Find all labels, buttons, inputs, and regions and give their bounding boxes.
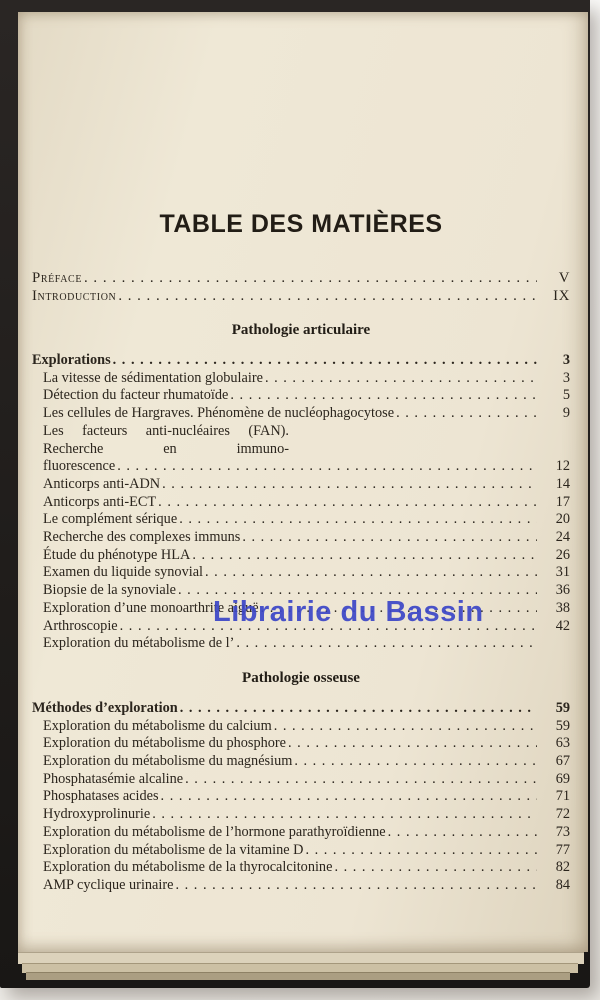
front-matter xyxy=(32,269,570,305)
dot-leader xyxy=(84,269,537,287)
toc-entry-row xyxy=(32,735,570,753)
entry-page-number: 26 xyxy=(555,546,570,563)
toc-entry-row xyxy=(32,511,570,529)
entry-label: Phosphatasémie alcaline xyxy=(43,770,184,787)
entry-label: La vitesse de sédimentation globulaire xyxy=(43,369,263,386)
toc-entry-row xyxy=(32,718,570,736)
entry-label: AMP cyclique urinaire xyxy=(43,876,174,893)
entry-label: Recherche des complexes immuns xyxy=(43,529,241,546)
entry-page-number: 17 xyxy=(555,493,570,510)
dot-leader xyxy=(176,877,538,895)
entry-label: Exploration du métabolisme du phosphore xyxy=(43,735,287,752)
entry-page-number: 14 xyxy=(555,475,570,492)
entry-page-number: 5 xyxy=(562,387,570,404)
entry-label: Introduction xyxy=(32,288,117,304)
entry-page-number: 69 xyxy=(555,770,570,787)
toc-entry-row xyxy=(32,458,570,476)
section-heading: Pathologie articulaire xyxy=(231,322,371,338)
dot-leader xyxy=(396,405,537,423)
dot-leader xyxy=(230,387,537,405)
toc-entry-row xyxy=(32,753,570,771)
entry-page-number: 31 xyxy=(555,564,570,581)
dot-leader xyxy=(236,635,537,653)
toc-entry-row xyxy=(32,842,570,860)
dot-leader xyxy=(113,352,537,370)
toc-entry-row xyxy=(32,806,570,824)
dot-leader xyxy=(261,600,537,618)
dot-leader xyxy=(120,618,537,636)
entry-label: Arthroscopie xyxy=(43,617,118,634)
page-edges xyxy=(16,952,586,982)
toc-entry-row xyxy=(32,287,570,305)
dot-leader xyxy=(117,458,537,476)
page-edge xyxy=(26,972,570,980)
entry-page-number: 3 xyxy=(562,352,570,368)
dot-leader xyxy=(265,370,537,388)
dot-leader xyxy=(334,859,537,877)
entry-page-number: 20 xyxy=(555,511,570,528)
entry-label: Anticorps anti-ECT xyxy=(43,493,157,510)
entry-page-number: 82 xyxy=(555,859,570,876)
dot-leader xyxy=(294,753,537,771)
entry-label: Hydroxyprolinurie xyxy=(43,806,151,823)
dot-leader xyxy=(162,476,537,494)
toc-entry-row xyxy=(32,423,570,458)
entry-page-number: 38 xyxy=(555,599,570,616)
toc-entry-row xyxy=(32,877,570,895)
section-heading: Pathologie osseuse xyxy=(242,669,360,686)
entry-label: Exploration du métabolisme du calcium xyxy=(43,717,272,734)
toc-entry-row xyxy=(32,476,570,494)
entry-label: Exploration du métabolisme de l’ xyxy=(43,635,235,652)
toc-entry-row xyxy=(32,635,570,653)
dot-leader xyxy=(288,735,537,753)
toc-sections xyxy=(32,322,570,895)
entry-label: Exploration du métabolisme du magnésium xyxy=(43,753,293,770)
toc-entry-row xyxy=(32,387,570,405)
entry-label: fluorescence xyxy=(43,458,116,475)
entry-label: Phosphatases acides xyxy=(43,788,159,805)
entry-label: Exploration du métabolisme de la vitamine D xyxy=(43,841,304,858)
entry-label: Préface xyxy=(32,270,83,286)
entry-page-number: 59 xyxy=(555,717,570,734)
entry-label: Biopsie de la synoviale xyxy=(43,582,177,599)
entry-page-number: 42 xyxy=(555,617,570,634)
entry-label: Exploration du métabolisme de l’hormone parathyroïdienne xyxy=(43,823,386,840)
toc-entry-row xyxy=(32,564,570,582)
dot-leader xyxy=(118,287,537,305)
toc-entry-row xyxy=(32,370,570,388)
toc-title: TABLE DES MATIÈRES xyxy=(159,210,443,238)
dot-leader xyxy=(185,771,537,789)
toc-entry-row xyxy=(32,494,570,512)
dot-leader xyxy=(180,700,537,718)
entry-page-number: V xyxy=(558,270,570,286)
dot-leader xyxy=(158,494,537,512)
entry-label: Examen du liquide synovial xyxy=(43,564,204,581)
entry-label: Anticorps anti-ADN xyxy=(43,475,161,492)
entry-page-number: 59 xyxy=(555,699,570,716)
entry-page-number: 24 xyxy=(555,529,570,546)
dot-leader xyxy=(192,547,537,565)
toc-entry-row xyxy=(32,405,570,423)
watermark: Librairie du Bassin xyxy=(213,596,484,628)
entry-page-number: 9 xyxy=(562,405,570,422)
entry-page-number: 77 xyxy=(555,841,570,858)
dot-leader xyxy=(388,824,537,842)
toc-entry-row xyxy=(32,547,570,565)
toc-entry-row xyxy=(32,788,570,806)
entry-label: Méthodes d’exploration xyxy=(32,699,178,716)
entry-page-number: 36 xyxy=(555,582,570,599)
toc-entry-row xyxy=(32,529,570,547)
dot-leader xyxy=(274,718,537,736)
dot-leader xyxy=(152,806,537,824)
entry-label: Le complément sérique xyxy=(43,511,178,528)
entry-label: Les cellules de Hargraves. Phénomène de nucléophagocytose xyxy=(43,405,395,422)
dot-leader xyxy=(161,788,537,806)
toc-entry-row xyxy=(32,352,570,370)
dot-leader xyxy=(179,511,537,529)
entry-page-number: 84 xyxy=(555,876,570,893)
toc-entry-row xyxy=(32,618,570,636)
section-entries xyxy=(32,352,570,653)
entry-page-number: IX xyxy=(553,288,570,304)
entry-page-number: 72 xyxy=(555,806,570,823)
entry-label: Étude du phénotype HLA xyxy=(43,546,191,563)
toc-entry-row xyxy=(32,582,570,600)
entry-page-number: 3 xyxy=(562,369,570,386)
dot-leader xyxy=(305,842,537,860)
toc-entry-row xyxy=(32,859,570,877)
toc-entry-row xyxy=(32,824,570,842)
entry-label: Les facteurs anti-nucléaires (FAN). Recherche en immuno- xyxy=(43,422,289,457)
entry-label: Explorations xyxy=(32,352,111,368)
toc-entry-row xyxy=(32,700,570,718)
toc-entry-row xyxy=(32,771,570,789)
dot-leader xyxy=(242,529,537,547)
entry-page-number: 67 xyxy=(555,753,570,770)
entry-label: Détection du facteur rhumatoïde xyxy=(43,387,229,404)
toc-entry-row xyxy=(32,269,570,287)
entry-page-number: 63 xyxy=(555,735,570,752)
toc-entry-row xyxy=(32,600,570,618)
entry-page-number: 73 xyxy=(555,823,570,840)
entry-label: Exploration du métabolisme de la thyrocalcitonine xyxy=(43,859,333,876)
entry-page-number: 71 xyxy=(555,788,570,805)
dot-leader xyxy=(178,582,537,600)
dot-leader xyxy=(205,564,537,582)
entry-label: Exploration d’une monoarthrite aiguë xyxy=(43,599,259,616)
book-page xyxy=(18,12,588,952)
entry-page-number: 12 xyxy=(555,458,570,475)
section-entries xyxy=(32,700,570,895)
